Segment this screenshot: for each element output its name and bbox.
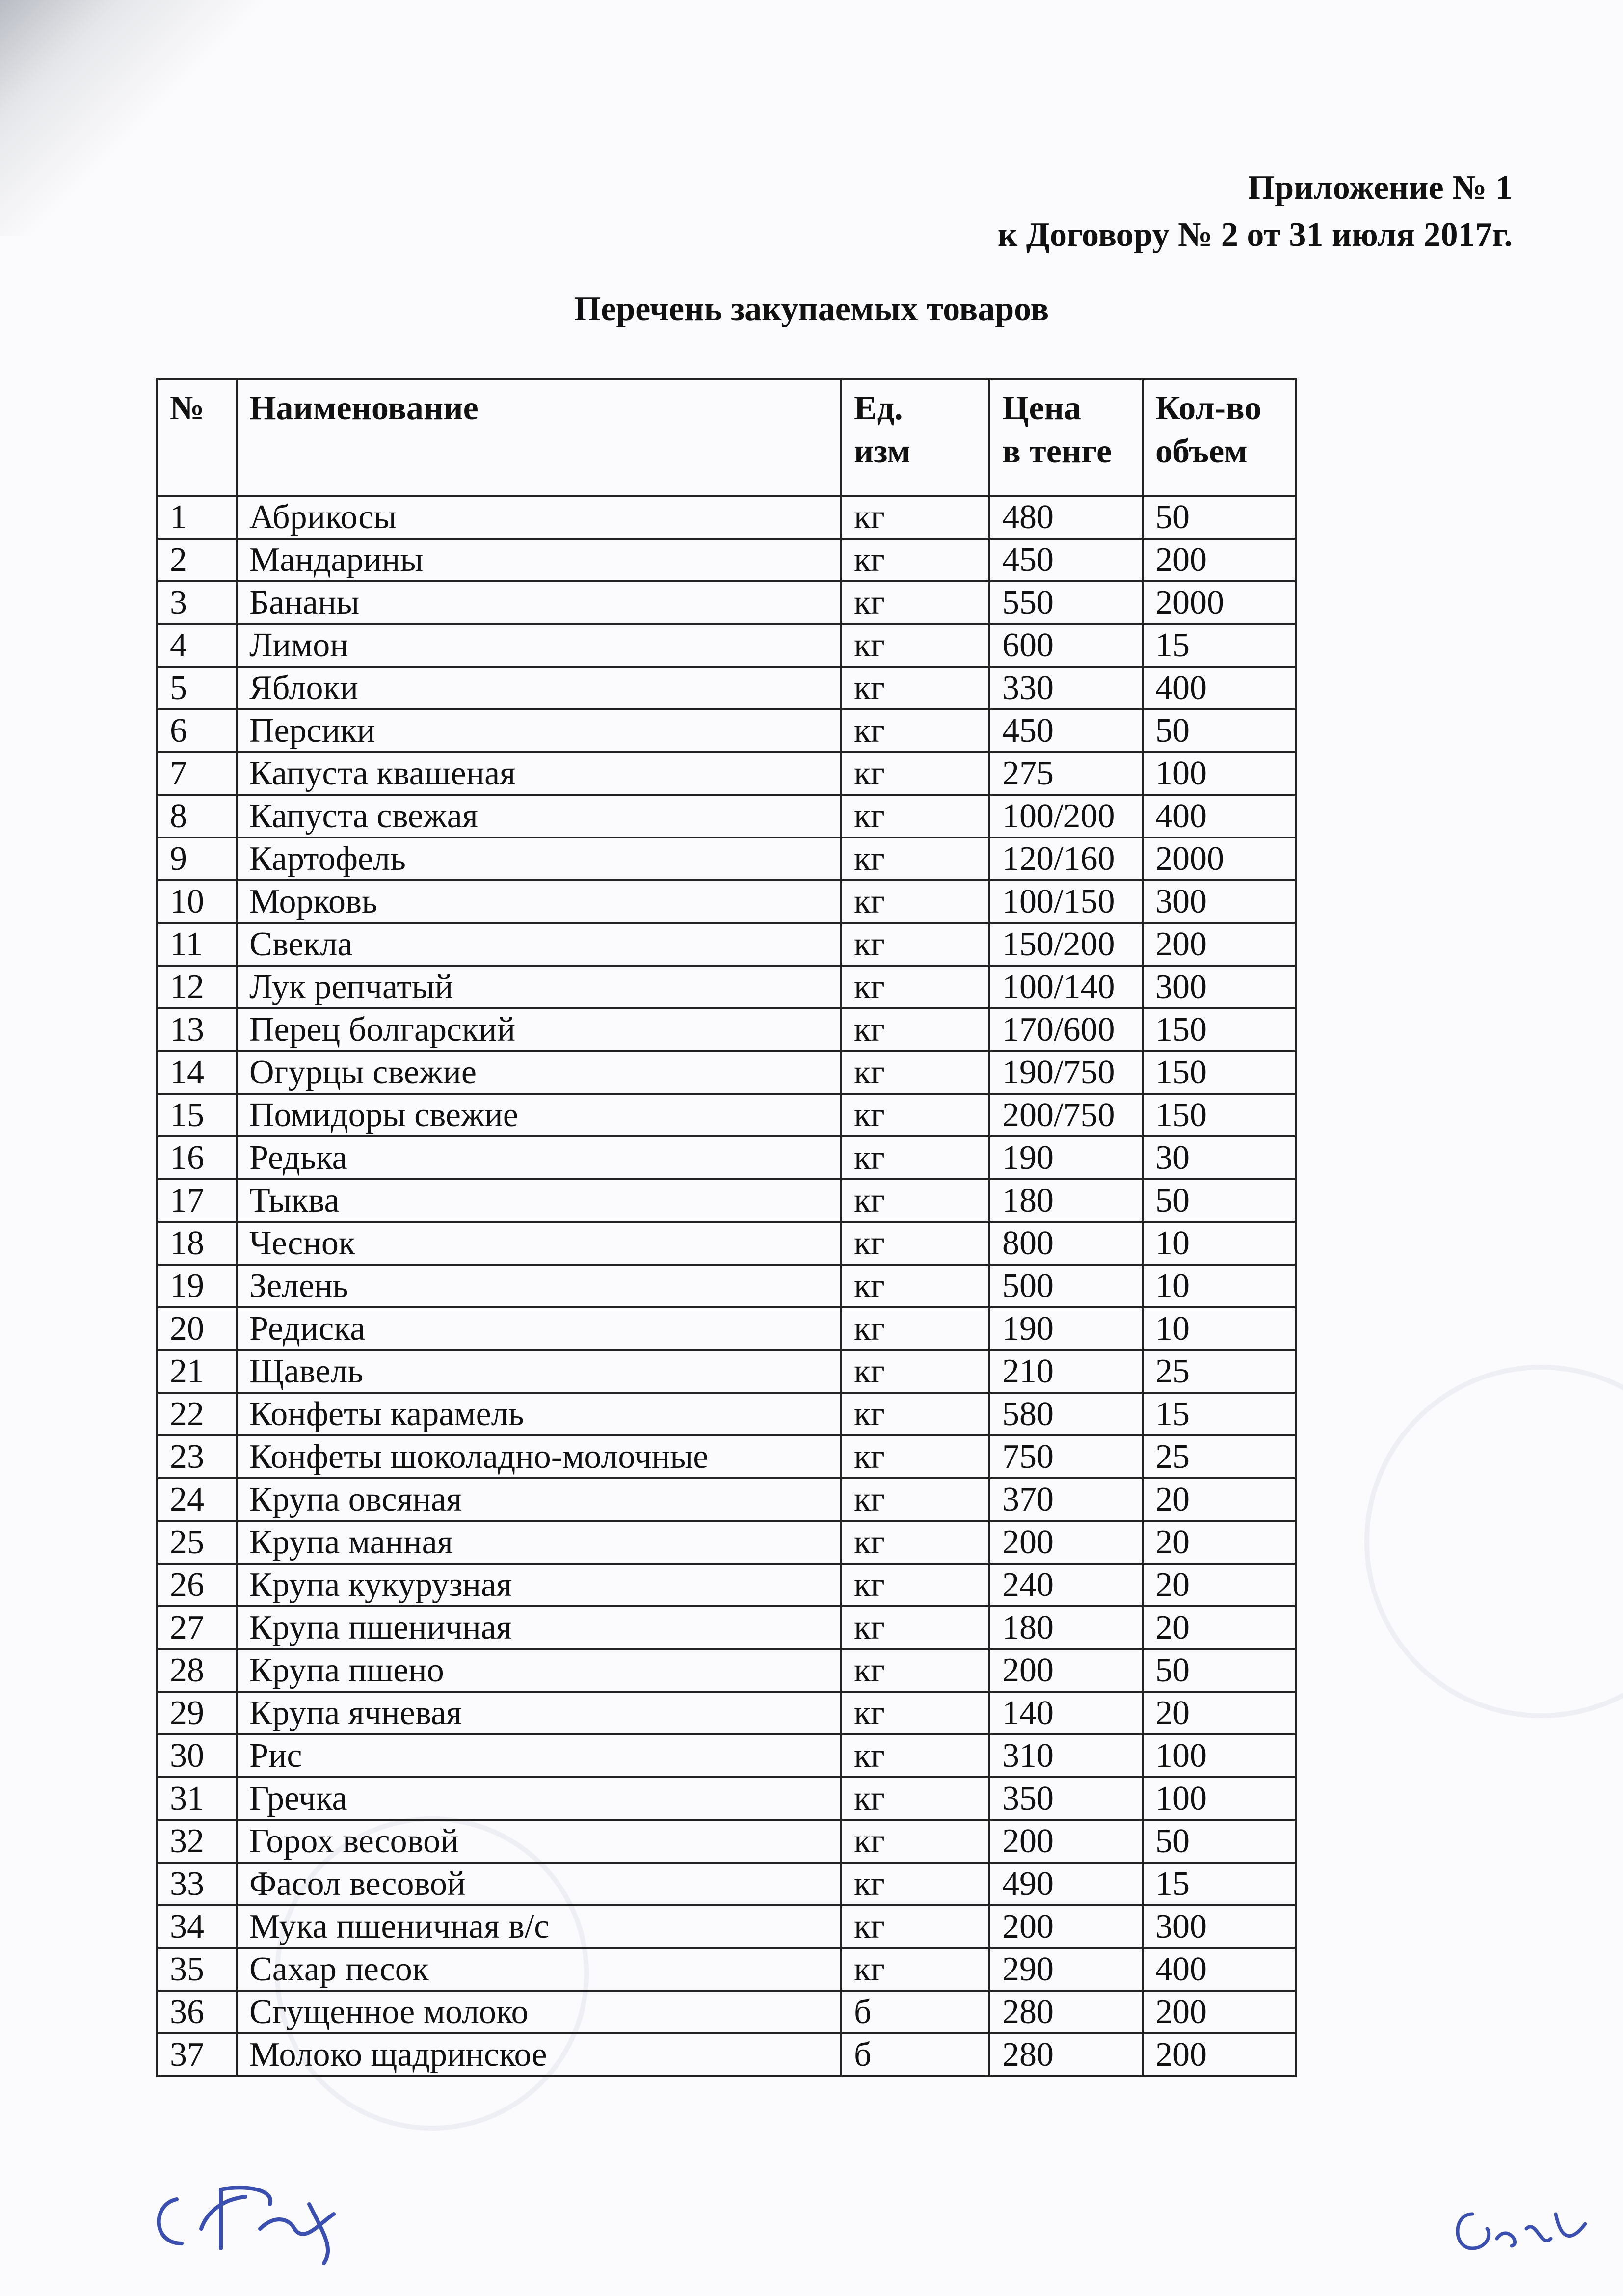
table-row <box>157 1307 1296 1350</box>
header-qty-line1: Кол-во <box>1155 389 1262 427</box>
table-row <box>157 539 1296 581</box>
cell-price: 280 <box>989 1991 1143 2033</box>
faint-stamp-top <box>1364 1365 1623 1718</box>
cell-unit: кг <box>841 1265 989 1307</box>
table-row <box>157 1222 1296 1265</box>
cell-name: Бананы <box>237 581 841 624</box>
cell-unit: кг <box>841 966 989 1008</box>
cell-number: 18 <box>157 1222 237 1265</box>
cell-unit: кг <box>841 1307 989 1350</box>
cell-quantity: 300 <box>1143 966 1296 1008</box>
cell-number: 23 <box>157 1435 237 1478</box>
cell-price: 190 <box>989 1307 1143 1350</box>
cell-price: 200 <box>989 1649 1143 1692</box>
cell-number: 26 <box>157 1564 237 1606</box>
cell-name: Щавель <box>237 1350 841 1393</box>
right-signature <box>1443 2194 1600 2268</box>
cell-number: 7 <box>157 752 237 795</box>
cell-price: 310 <box>989 1734 1143 1777</box>
cell-price: 490 <box>989 1863 1143 1905</box>
cell-name: Персики <box>237 709 841 752</box>
cell-number: 19 <box>157 1265 237 1307</box>
table-row <box>157 795 1296 837</box>
cell-quantity: 20 <box>1143 1692 1296 1734</box>
cell-number: 8 <box>157 795 237 837</box>
cell-name: Зелень <box>237 1265 841 1307</box>
cell-name: Крупа ячневая <box>237 1692 841 1734</box>
table-row <box>157 1179 1296 1222</box>
cell-name: Крупа овсяная <box>237 1478 841 1521</box>
cell-quantity: 50 <box>1143 496 1296 539</box>
cell-price: 600 <box>989 624 1143 667</box>
cell-quantity: 50 <box>1143 1820 1296 1863</box>
cell-unit: кг <box>841 880 989 923</box>
table-row <box>157 1094 1296 1136</box>
cell-price: 450 <box>989 709 1143 752</box>
cell-quantity: 25 <box>1143 1350 1296 1393</box>
cell-quantity: 150 <box>1143 1008 1296 1051</box>
cell-unit: кг <box>841 752 989 795</box>
cell-unit: кг <box>841 1393 989 1435</box>
cell-price: 500 <box>989 1265 1143 1307</box>
cell-quantity: 25 <box>1143 1435 1296 1478</box>
cell-number: 31 <box>157 1777 237 1820</box>
cell-number: 1 <box>157 496 237 539</box>
cell-name: Мука пшеничная в/с <box>237 1905 841 1948</box>
cell-unit: кг <box>841 667 989 709</box>
cell-unit: кг <box>841 496 989 539</box>
cell-number: 20 <box>157 1307 237 1350</box>
table-row <box>157 1393 1296 1435</box>
header-price <box>989 379 1143 496</box>
header-unit-line2: изм <box>854 432 911 470</box>
cell-number: 2 <box>157 539 237 581</box>
cell-quantity: 100 <box>1143 752 1296 795</box>
cell-name: Сгущенное молоко <box>237 1991 841 2033</box>
cell-unit: кг <box>841 923 989 966</box>
cell-quantity: 15 <box>1143 1863 1296 1905</box>
cell-number: 35 <box>157 1948 237 1991</box>
cell-number: 21 <box>157 1350 237 1393</box>
cell-number: 15 <box>157 1094 237 1136</box>
cell-price: 100/140 <box>989 966 1143 1008</box>
table-row <box>157 1564 1296 1606</box>
cell-quantity: 15 <box>1143 1393 1296 1435</box>
cell-number: 25 <box>157 1521 237 1564</box>
table-row <box>157 1435 1296 1478</box>
table-row <box>157 496 1296 539</box>
table-body <box>157 496 1296 2076</box>
cell-unit: кг <box>841 539 989 581</box>
cell-price: 210 <box>989 1350 1143 1393</box>
cell-quantity: 150 <box>1143 1051 1296 1094</box>
cell-name: Помидоры свежие <box>237 1094 841 1136</box>
cell-quantity: 300 <box>1143 1905 1296 1948</box>
table-row <box>157 1991 1296 2033</box>
cell-name: Горох весовой <box>237 1820 841 1863</box>
cell-unit: кг <box>841 1521 989 1564</box>
cell-unit: кг <box>841 1051 989 1094</box>
table-row <box>157 1008 1296 1051</box>
cell-quantity: 2000 <box>1143 837 1296 880</box>
cell-number: 10 <box>157 880 237 923</box>
cell-price: 100/150 <box>989 880 1143 923</box>
cell-name: Лимон <box>237 624 841 667</box>
left-signature <box>147 2170 353 2268</box>
table-row <box>157 837 1296 880</box>
scan-corner-shadow <box>0 0 442 236</box>
cell-price: 370 <box>989 1478 1143 1521</box>
cell-quantity: 200 <box>1143 923 1296 966</box>
cell-quantity: 20 <box>1143 1606 1296 1649</box>
table-row <box>157 923 1296 966</box>
cell-quantity: 20 <box>1143 1564 1296 1606</box>
cell-price: 800 <box>989 1222 1143 1265</box>
header-unit-line1: Ед. <box>854 389 903 427</box>
cell-quantity: 10 <box>1143 1265 1296 1307</box>
cell-quantity: 100 <box>1143 1777 1296 1820</box>
table-row <box>157 624 1296 667</box>
cell-number: 37 <box>157 2033 237 2076</box>
cell-name: Огурцы свежие <box>237 1051 841 1094</box>
cell-name: Фасол весовой <box>237 1863 841 1905</box>
cell-number: 11 <box>157 923 237 966</box>
cell-number: 24 <box>157 1478 237 1521</box>
cell-unit: кг <box>841 1564 989 1606</box>
cell-name: Капуста свежая <box>237 795 841 837</box>
table-row <box>157 1820 1296 1863</box>
cell-unit: кг <box>841 1179 989 1222</box>
cell-quantity: 20 <box>1143 1478 1296 1521</box>
table-row <box>157 1136 1296 1179</box>
header-unit <box>841 379 989 496</box>
cell-number: 3 <box>157 581 237 624</box>
cell-unit: кг <box>841 1136 989 1179</box>
cell-number: 17 <box>157 1179 237 1222</box>
cell-unit: кг <box>841 1863 989 1905</box>
cell-unit: кг <box>841 1435 989 1478</box>
cell-number: 33 <box>157 1863 237 1905</box>
table-row <box>157 1905 1296 1948</box>
cell-number: 36 <box>157 1991 237 2033</box>
cell-quantity: 400 <box>1143 667 1296 709</box>
cell-quantity: 100 <box>1143 1734 1296 1777</box>
cell-price: 120/160 <box>989 837 1143 880</box>
cell-price: 200 <box>989 1905 1143 1948</box>
cell-number: 13 <box>157 1008 237 1051</box>
cell-unit: кг <box>841 1222 989 1265</box>
cell-name: Редиска <box>237 1307 841 1350</box>
cell-number: 28 <box>157 1649 237 1692</box>
cell-name: Яблоки <box>237 667 841 709</box>
header-qty-line2: объем <box>1155 432 1248 470</box>
header-price-line2: в тенге <box>1002 432 1112 470</box>
cell-unit: кг <box>841 1350 989 1393</box>
cell-quantity: 300 <box>1143 880 1296 923</box>
cell-name: Крупа пшено <box>237 1649 841 1692</box>
cell-quantity: 400 <box>1143 795 1296 837</box>
cell-unit: кг <box>841 1820 989 1863</box>
cell-price: 550 <box>989 581 1143 624</box>
cell-number: 22 <box>157 1393 237 1435</box>
cell-number: 30 <box>157 1734 237 1777</box>
table-row <box>157 709 1296 752</box>
cell-price: 140 <box>989 1692 1143 1734</box>
cell-name: Морковь <box>237 880 841 923</box>
cell-quantity: 150 <box>1143 1094 1296 1136</box>
cell-name: Перец болгарский <box>237 1008 841 1051</box>
cell-name: Картофель <box>237 837 841 880</box>
cell-unit: кг <box>841 709 989 752</box>
cell-number: 4 <box>157 624 237 667</box>
table-row <box>157 1265 1296 1307</box>
table-row <box>157 1606 1296 1649</box>
cell-unit: кг <box>841 1734 989 1777</box>
cell-price: 350 <box>989 1777 1143 1820</box>
cell-price: 190/750 <box>989 1051 1143 1094</box>
cell-name: Мандарины <box>237 539 841 581</box>
table-header-row <box>157 379 1296 496</box>
cell-price: 100/200 <box>989 795 1143 837</box>
cell-name: Конфеты шоколадно-молочные <box>237 1435 841 1478</box>
cell-name: Лук репчатый <box>237 966 841 1008</box>
cell-unit: кг <box>841 624 989 667</box>
cell-number: 12 <box>157 966 237 1008</box>
cell-price: 275 <box>989 752 1143 795</box>
appendix-header <box>998 164 1513 259</box>
cell-quantity: 200 <box>1143 539 1296 581</box>
cell-quantity: 400 <box>1143 1948 1296 1991</box>
cell-price: 290 <box>989 1948 1143 1991</box>
appendix-number: Приложение № 1 <box>1248 169 1513 207</box>
header-name: Наименование <box>237 379 841 496</box>
cell-price: 190 <box>989 1136 1143 1179</box>
table-row <box>157 1734 1296 1777</box>
cell-name: Редька <box>237 1136 841 1179</box>
cell-price: 280 <box>989 2033 1143 2076</box>
cell-name: Молоко щадринское <box>237 2033 841 2076</box>
header-number: № <box>157 379 237 496</box>
document-title: Перечень закупаемых товаров <box>574 290 1049 328</box>
table-row <box>157 1478 1296 1521</box>
goods-table <box>156 378 1297 2077</box>
cell-number: 32 <box>157 1820 237 1863</box>
cell-unit: б <box>841 2033 989 2076</box>
table-row <box>157 1649 1296 1692</box>
cell-price: 200 <box>989 1521 1143 1564</box>
table-row <box>157 667 1296 709</box>
cell-name: Сахар песок <box>237 1948 841 1991</box>
cell-unit: кг <box>841 1692 989 1734</box>
table-row <box>157 1777 1296 1820</box>
cell-name: Конфеты карамель <box>237 1393 841 1435</box>
cell-unit: кг <box>841 795 989 837</box>
table-row <box>157 966 1296 1008</box>
cell-unit: кг <box>841 1905 989 1948</box>
cell-name: Свекла <box>237 923 841 966</box>
table-row <box>157 1051 1296 1094</box>
cell-name: Тыква <box>237 1179 841 1222</box>
cell-name: Чеснок <box>237 1222 841 1265</box>
cell-quantity: 50 <box>1143 709 1296 752</box>
cell-unit: кг <box>841 1777 989 1820</box>
header-price-line1: Цена <box>1002 389 1081 427</box>
cell-price: 170/600 <box>989 1008 1143 1051</box>
table-row <box>157 1350 1296 1393</box>
table-row <box>157 581 1296 624</box>
cell-number: 14 <box>157 1051 237 1094</box>
cell-name: Крупа манная <box>237 1521 841 1564</box>
table-row <box>157 752 1296 795</box>
cell-price: 180 <box>989 1606 1143 1649</box>
cell-unit: кг <box>841 581 989 624</box>
cell-quantity: 200 <box>1143 2033 1296 2076</box>
cell-price: 330 <box>989 667 1143 709</box>
contract-reference: к Договору № 2 от 31 июля 2017г. <box>997 216 1513 254</box>
cell-price: 240 <box>989 1564 1143 1606</box>
cell-number: 6 <box>157 709 237 752</box>
cell-number: 16 <box>157 1136 237 1179</box>
cell-quantity: 30 <box>1143 1136 1296 1179</box>
cell-number: 34 <box>157 1905 237 1948</box>
cell-price: 750 <box>989 1435 1143 1478</box>
cell-number: 9 <box>157 837 237 880</box>
cell-quantity: 10 <box>1143 1222 1296 1265</box>
table-row <box>157 1948 1296 1991</box>
cell-price: 200 <box>989 1820 1143 1863</box>
cell-price: 580 <box>989 1393 1143 1435</box>
cell-quantity: 20 <box>1143 1521 1296 1564</box>
table-row <box>157 1863 1296 1905</box>
cell-quantity: 2000 <box>1143 581 1296 624</box>
table-row <box>157 880 1296 923</box>
cell-price: 480 <box>989 496 1143 539</box>
cell-quantity: 10 <box>1143 1307 1296 1350</box>
cell-unit: кг <box>841 1649 989 1692</box>
cell-price: 200/750 <box>989 1094 1143 1136</box>
table-row <box>157 1692 1296 1734</box>
header-quantity <box>1143 379 1296 496</box>
cell-quantity: 15 <box>1143 624 1296 667</box>
cell-price: 450 <box>989 539 1143 581</box>
cell-name: Рис <box>237 1734 841 1777</box>
cell-name: Крупа кукурузная <box>237 1564 841 1606</box>
cell-quantity: 200 <box>1143 1991 1296 2033</box>
cell-price: 180 <box>989 1179 1143 1222</box>
cell-quantity: 50 <box>1143 1179 1296 1222</box>
cell-name: Гречка <box>237 1777 841 1820</box>
cell-unit: кг <box>841 1606 989 1649</box>
cell-price: 150/200 <box>989 923 1143 966</box>
cell-name: Абрикосы <box>237 496 841 539</box>
cell-number: 27 <box>157 1606 237 1649</box>
cell-number: 5 <box>157 667 237 709</box>
cell-unit: кг <box>841 1948 989 1991</box>
cell-unit: кг <box>841 1478 989 1521</box>
table-row <box>157 2033 1296 2076</box>
cell-unit: б <box>841 1991 989 2033</box>
cell-unit: кг <box>841 1008 989 1051</box>
cell-name: Крупа пшеничная <box>237 1606 841 1649</box>
table-row <box>157 1521 1296 1564</box>
cell-unit: кг <box>841 837 989 880</box>
cell-number: 29 <box>157 1692 237 1734</box>
cell-name: Капуста квашеная <box>237 752 841 795</box>
cell-unit: кг <box>841 1094 989 1136</box>
cell-quantity: 50 <box>1143 1649 1296 1692</box>
